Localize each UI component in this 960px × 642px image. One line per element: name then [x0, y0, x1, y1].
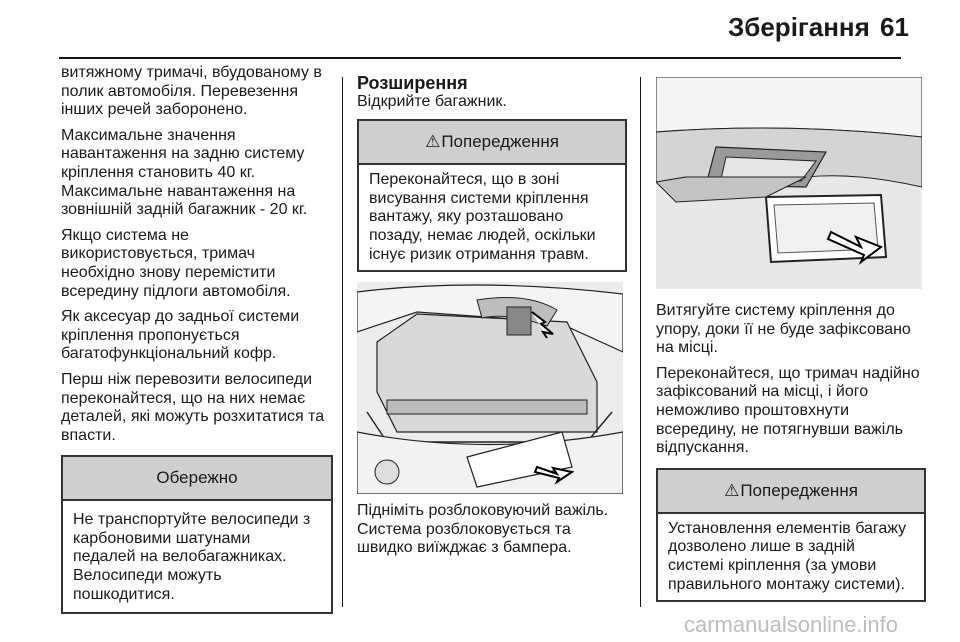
paragraph-check-locked: Переконайтеся, що тримач надійно зафіксований на місці, і його неможливо проштовхнути всередину, не потягнувши важіль відпускання. [656, 364, 920, 457]
paragraph-before-transport: Перш ніж перевозити велосипеди переконайтеся, що на них немає деталей, які можуть розхитатися та впасти. [61, 370, 325, 444]
paragraph-stow-rack: Якщо система не використовується, тримач необхідно знову перемістити всередину підлоги автомобіля. [61, 226, 291, 300]
column-left [61, 64, 333, 614]
watermark: carmanualsonline.info [684, 612, 899, 637]
warning-box-2 [656, 468, 926, 602]
figure-pull-carrier [656, 77, 922, 289]
page-section-title: Зберігання [728, 12, 870, 42]
warning-text-1: Переконайтеся, що в зоні висування системи кріплення вантажу, яку розташовано позаду, немає людей, оскільки існує ризик отримання травм. [369, 171, 596, 263]
warning-title-1 [359, 121, 625, 165]
page-number: 61 [880, 12, 909, 42]
caption-raise-lever: Підніміть розблоковуючий важіль. Система розблоковується та швидко виїжджає з бампера. [357, 502, 609, 557]
carrier-illustration [656, 77, 922, 289]
trunk-illustration [357, 282, 623, 494]
paragraph-max-load: Максимальне значення навантаження на задню систему кріплення становить 40 кг. Максимальне навантаження на зовнішній задній багажник - 20 кг. [61, 126, 308, 219]
paragraph-accessory: Як аксесуар до задньої системи кріплення пропонується багатофункціональний кофр. [61, 308, 300, 363]
column-divider-2 [640, 77, 641, 607]
column-middle [357, 64, 627, 565]
warning-triangle-icon: ⚠ [425, 132, 441, 152]
section-title-extension: Розширення [357, 73, 468, 93]
header-divider [59, 57, 901, 59]
column-right [656, 64, 926, 602]
warning-title-text-2: Попередження [740, 480, 858, 500]
column-divider-1 [342, 77, 343, 607]
caution-text: Не транспортуйте велосипеди з карбоновими шатунами педалей на велобагажниках. Велосипеди можуть пошкодитися. [73, 511, 311, 603]
paragraph-pull-out: Витягуйте систему кріплення до упору, доки її не буде зафіксовано на місці. [656, 302, 911, 357]
warning-text-2: Установлення елементів багажу дозволено лише в задній системі кріплення (за умови правильного монтажу системи). [668, 519, 907, 593]
caution-box [61, 455, 333, 614]
warning-title-text-1: Попередження [441, 132, 559, 152]
warning-title-2 [658, 470, 924, 514]
paragraph-rack-usage: витяжному тримачі, вбудованому в полик автомобіля. Перевезення інших речей заборонено. [61, 64, 322, 119]
caution-title: Обережно [63, 457, 331, 501]
intro-open-trunk: Відкрийте багажник. [357, 92, 507, 110]
warning-box-1 [357, 119, 627, 272]
figure-trunk-lever [357, 282, 623, 494]
warning-triangle-icon: ⚠ [724, 480, 740, 500]
